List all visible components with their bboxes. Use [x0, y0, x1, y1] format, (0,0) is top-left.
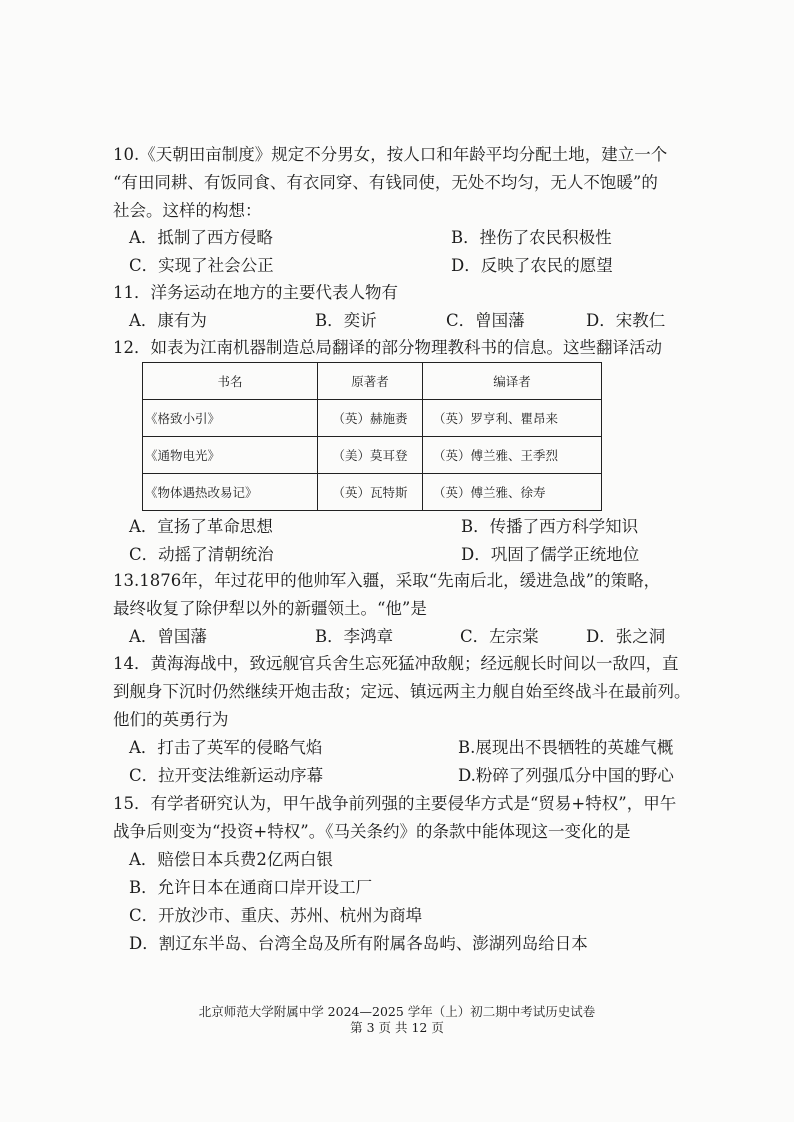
q14-option-d: D.粉碎了列强瓜分中国的野心 — [458, 766, 674, 785]
q13-stem-line-1: 13.1876年，年过花甲的他帅军入疆，采取“先南后北，缓进急战”的策略， — [113, 571, 661, 590]
footer-page-number: 第 3 页 共 12 页 — [350, 1020, 444, 1035]
q14-option-c: C．拉开变法维新运动序幕 — [129, 766, 324, 785]
q11-option-c: C．曾国藩 — [446, 311, 525, 330]
q10-option-b: B．挫伤了农民积极性 — [451, 228, 612, 247]
q12-option-d: D．巩固了儒学正统地位 — [461, 545, 640, 564]
q14-stem-line-2: 到舰身下沉时仍然继续开炮击敌；定远、镇远两主力舰自始至终战斗在最前列。 — [113, 682, 691, 701]
q11-option-d: D．宋教仁 — [586, 311, 666, 330]
q12-option-b: B．传播了西方科学知识 — [461, 517, 639, 536]
table-row — [143, 437, 602, 474]
q11-option-a: A．康有为 — [129, 311, 207, 330]
q10-stem-line-2: “有田同耕、有饭同食、有衣同穿、有钱同使，无处不均匀，无人不饱暖”的 — [113, 173, 658, 192]
q13-option-d: D．张之洞 — [586, 627, 666, 646]
table-cell-translator: （英）傅兰雅、徐寿 — [423, 474, 602, 511]
q15-option-a: A．赔偿日本兵费2亿两白银 — [129, 850, 333, 869]
table-cell-author: （英）瓦特斯 — [318, 474, 423, 511]
q12-option-a: A．宣扬了革命思想 — [129, 517, 273, 536]
table-header-author: 原著者 — [318, 363, 423, 400]
q14-stem-line-3: 他们的英勇行为 — [113, 710, 229, 729]
table-cell-title: 《通物电光》 — [143, 437, 318, 474]
q10-option-c: C．实现了社会公正 — [129, 256, 274, 275]
table-cell-title: 《格致小引》 — [143, 400, 318, 437]
q13-option-a: A．曾国藩 — [129, 627, 207, 646]
table-cell-author: （美）莫耳登 — [318, 437, 423, 474]
table-cell-translator: （英）傅兰雅、王季烈 — [423, 437, 602, 474]
q15-option-b: B．允许日本在通商口岸开设工厂 — [129, 878, 373, 897]
q10-stem-line-3: 社会。这样的构想： — [113, 201, 262, 220]
q13-option-c: C．左宗棠 — [460, 627, 539, 646]
table-header-translator: 编译者 — [423, 363, 602, 400]
q12-stem: 12．如表为江南机器制造总局翻译的部分物理教科书的信息。这些翻译活动 — [113, 338, 662, 357]
textbook-table — [142, 362, 602, 511]
q12-option-c: C．动摇了清朝统治 — [129, 545, 274, 564]
table-cell-title: 《物体遇热改易记》 — [143, 474, 318, 511]
q15-option-c: C．开放沙市、重庆、苏州、杭州为商埠 — [129, 906, 423, 925]
q14-option-a: A．打击了英军的侵略气焰 — [129, 738, 323, 757]
table-header-title: 书名 — [143, 363, 318, 400]
q11-stem: 11．洋务运动在地方的主要代表人物有 — [113, 283, 398, 302]
q15-stem-line-1: 15．有学者研究认为，甲午战争前列强的主要侵华方式是“贸易+特权”，甲午 — [113, 794, 677, 813]
table-row — [143, 400, 602, 437]
q15-stem-line-2: 战争后则变为“投资+特权”。《马关条约》的条款中能体现这一变化的是 — [113, 822, 631, 841]
q14-stem-line-1: 14．黄海海战中，致远舰官兵舍生忘死猛冲敌舰；经远舰长时间以一敌四，直 — [113, 654, 679, 673]
table-row — [143, 474, 602, 511]
table-cell-translator: （英）罗亨利、瞿昂来 — [423, 400, 602, 437]
table-cell-author: （英）赫施赉 — [318, 400, 423, 437]
q13-option-b: B．李鸿章 — [315, 627, 394, 646]
q14-option-b: B.展现出不畏牺牲的英雄气概 — [458, 738, 674, 757]
table-header-row — [143, 363, 602, 400]
q10-option-a: A．抵制了西方侵略 — [129, 228, 273, 247]
q10-option-d: D．反映了农民的愿望 — [451, 256, 613, 275]
q10-stem-line-1: 10.《天朝田亩制度》规定不分男女，按人口和年龄平均分配土地，建立一个 — [113, 145, 668, 164]
q11-option-b: B．奕䜣 — [315, 311, 377, 330]
q15-option-d: D．割辽东半岛、台湾全岛及所有附属各岛屿、澎湖列岛给日本 — [129, 934, 588, 953]
footer-school-line: 北京师范大学附属中学 2024—2025 学年（上）初二期中考试历史试卷 — [198, 1004, 596, 1019]
q13-stem-line-2: 最终收复了除伊犁以外的新疆领土。“他”是 — [113, 599, 427, 618]
